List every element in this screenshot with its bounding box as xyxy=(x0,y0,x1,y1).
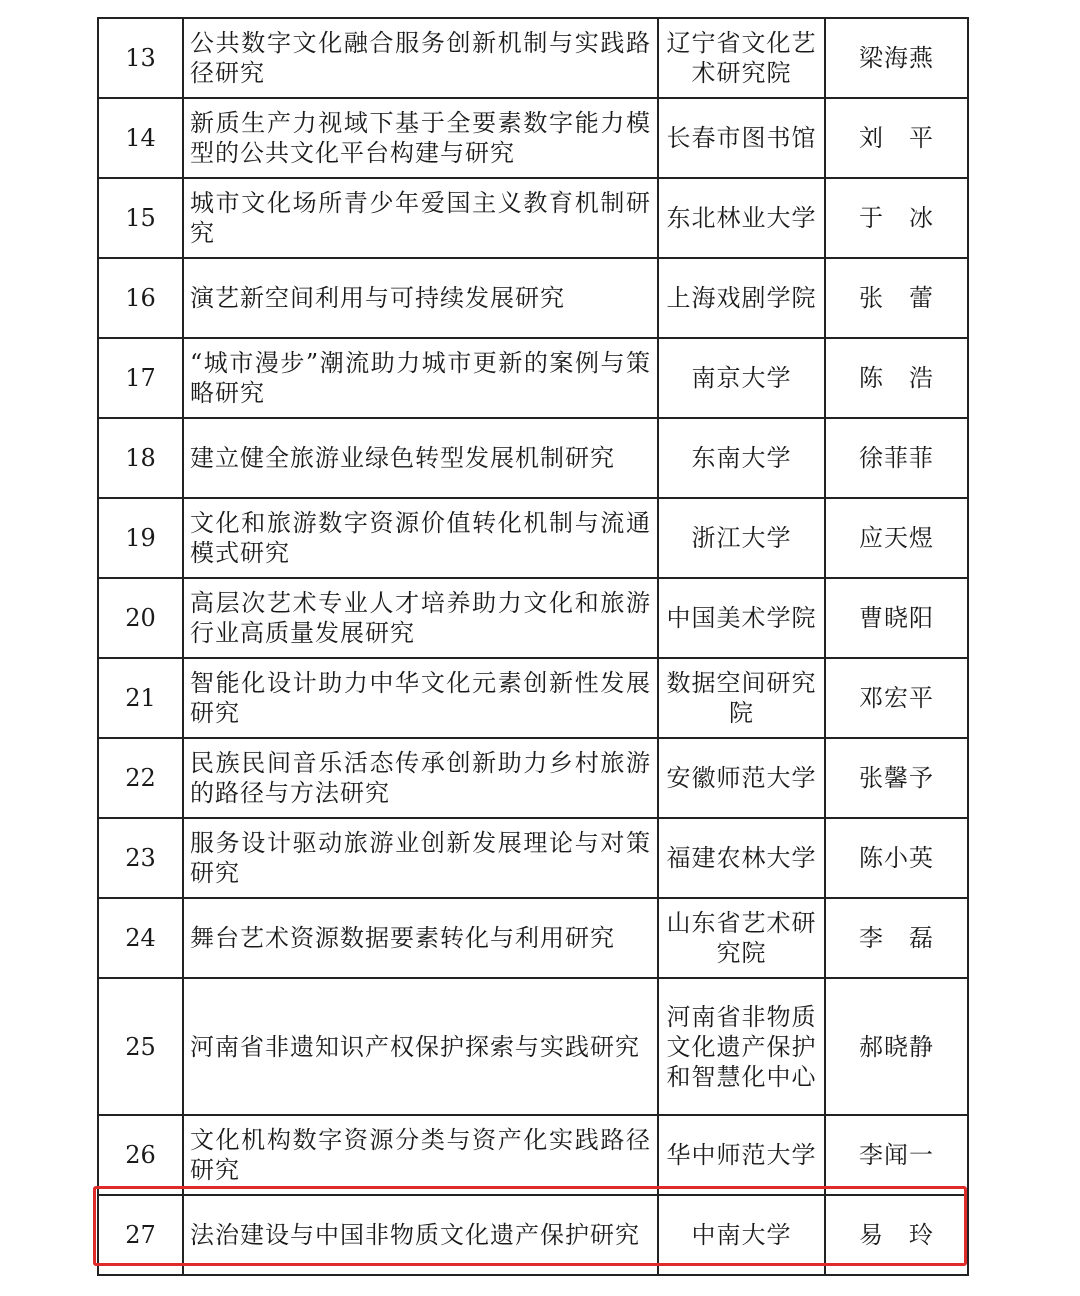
table-row xyxy=(98,898,968,978)
table-row xyxy=(98,578,968,658)
project-table xyxy=(97,17,969,1276)
project-title: 城市文化场所青少年爱国主义教育机制研究 xyxy=(183,178,658,258)
principal-investigator: 徐菲菲 xyxy=(825,418,968,498)
principal-investigator: 郝晓静 xyxy=(825,978,968,1115)
principal-investigator: 张馨予 xyxy=(825,738,968,818)
organization: 中国美术学院 xyxy=(658,578,825,658)
organization: 山东省艺术研究院 xyxy=(658,898,825,978)
row-number: 13 xyxy=(98,18,183,98)
organization: 安徽师范大学 xyxy=(658,738,825,818)
project-title: 舞台艺术资源数据要素转化与利用研究 xyxy=(183,898,658,978)
row-number: 23 xyxy=(98,818,183,898)
project-title: 公共数字文化融合服务创新机制与实践路径研究 xyxy=(183,18,658,98)
table-row xyxy=(98,978,968,1115)
organization: 浙江大学 xyxy=(658,498,825,578)
table-row xyxy=(98,98,968,178)
principal-investigator: 陈小英 xyxy=(825,818,968,898)
project-title: 演艺新空间利用与可持续发展研究 xyxy=(183,258,658,338)
table-row xyxy=(98,338,968,418)
project-title: 高层次艺术专业人才培养助力文化和旅游行业高质量发展研究 xyxy=(183,578,658,658)
table-row xyxy=(98,1115,968,1195)
principal-investigator: 邓宏平 xyxy=(825,658,968,738)
table-row xyxy=(98,178,968,258)
row-number: 26 xyxy=(98,1115,183,1195)
row-number: 14 xyxy=(98,98,183,178)
project-title: “城市漫步”潮流助力城市更新的案例与策略研究 xyxy=(183,338,658,418)
table-row xyxy=(98,418,968,498)
principal-investigator: 梁海燕 xyxy=(825,18,968,98)
organization: 南京大学 xyxy=(658,338,825,418)
row-number: 16 xyxy=(98,258,183,338)
row-number: 27 xyxy=(98,1195,183,1275)
principal-investigator: 曹晓阳 xyxy=(825,578,968,658)
row-number: 24 xyxy=(98,898,183,978)
organization: 华中师范大学 xyxy=(658,1115,825,1195)
principal-investigator: 刘 平 xyxy=(825,98,968,178)
principal-investigator: 李 磊 xyxy=(825,898,968,978)
organization: 长春市图书馆 xyxy=(658,98,825,178)
principal-investigator: 李闻一 xyxy=(825,1115,968,1195)
project-title: 智能化设计助力中华文化元素创新性发展研究 xyxy=(183,658,658,738)
organization: 辽宁省文化艺术研究院 xyxy=(658,18,825,98)
project-title: 服务设计驱动旅游业创新发展理论与对策研究 xyxy=(183,818,658,898)
table-row xyxy=(98,258,968,338)
row-number: 19 xyxy=(98,498,183,578)
project-title: 建立健全旅游业绿色转型发展机制研究 xyxy=(183,418,658,498)
table-row xyxy=(98,818,968,898)
project-title: 文化和旅游数字资源价值转化机制与流通模式研究 xyxy=(183,498,658,578)
table-row xyxy=(98,658,968,738)
row-number: 22 xyxy=(98,738,183,818)
organization: 上海戏剧学院 xyxy=(658,258,825,338)
principal-investigator: 于 冰 xyxy=(825,178,968,258)
project-table-sheet xyxy=(97,17,967,1276)
row-number: 15 xyxy=(98,178,183,258)
principal-investigator: 张 蕾 xyxy=(825,258,968,338)
row-number: 20 xyxy=(98,578,183,658)
organization: 中南大学 xyxy=(658,1195,825,1275)
organization: 河南省非物质文化遗产保护和智慧化中心 xyxy=(658,978,825,1115)
project-title: 民族民间音乐活态传承创新助力乡村旅游的路径与方法研究 xyxy=(183,738,658,818)
row-number: 25 xyxy=(98,978,183,1115)
table-row-highlighted xyxy=(98,1195,968,1275)
organization: 东北林业大学 xyxy=(658,178,825,258)
principal-investigator: 陈 浩 xyxy=(825,338,968,418)
table-row xyxy=(98,738,968,818)
row-number: 18 xyxy=(98,418,183,498)
principal-investigator: 应天煜 xyxy=(825,498,968,578)
organization: 福建农林大学 xyxy=(658,818,825,898)
project-title: 新质生产力视域下基于全要素数字能力模型的公共文化平台构建与研究 xyxy=(183,98,658,178)
table-row xyxy=(98,498,968,578)
principal-investigator: 易 玲 xyxy=(825,1195,968,1275)
table-row xyxy=(98,18,968,98)
organization: 东南大学 xyxy=(658,418,825,498)
project-title: 文化机构数字资源分类与资产化实践路径研究 xyxy=(183,1115,658,1195)
row-number: 21 xyxy=(98,658,183,738)
project-title: 河南省非遗知识产权保护探索与实践研究 xyxy=(183,978,658,1115)
organization: 数据空间研究院 xyxy=(658,658,825,738)
row-number: 17 xyxy=(98,338,183,418)
project-title: 法治建设与中国非物质文化遗产保护研究 xyxy=(183,1195,658,1275)
